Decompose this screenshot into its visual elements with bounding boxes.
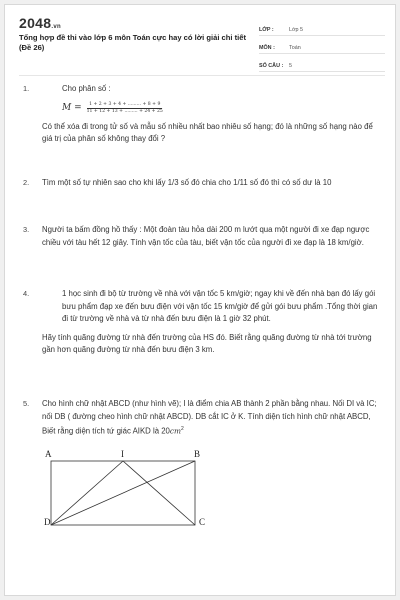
question-text-main: Cho hình chữ nhật ABCD (như hình vẽ); I là điểm chia AB thành 2 phần bằng nhau. Nối DI và IC; nối DB ( đường cheo hình chữ nhật ABCD). DB cắt IC ở K. Tính diện tích hình chữ nhật ABCD, Biết rằng diện tích tứ giác AIKD là 20 (42, 399, 377, 436)
question-number: 5. (23, 399, 30, 408)
label-d: D (44, 517, 51, 527)
label-b: B (194, 449, 201, 459)
label-a: A (45, 449, 52, 459)
meta-value: 5 (289, 63, 292, 69)
question-number: 2. (23, 178, 30, 187)
question-number: 4. (23, 289, 30, 298)
meta-info (259, 21, 385, 75)
fraction (85, 102, 165, 115)
fraction-numerator: 1 + 2 + 3 + 4 + ......... + 8 + 9 (89, 101, 161, 107)
question-text-2: Hãy tính quãng đường từ nhà đến trường của HS đó. Biết rằng quãng đường từ nhà tới trường gần hơn quãng đường từ nhà đến bưu điện 3 km. (42, 332, 372, 354)
line-ic (123, 461, 195, 525)
meta-value: Toán (289, 45, 301, 51)
line-di (51, 461, 123, 525)
question-text: 1 học sinh đi bộ từ trường về nhà với vận tốc 5 km/giờ; ngay khi về đến nhà bạn đó lấy gói bưu phẩm đạp xe đến bưu điện với vận tốc 15 km/giờ để gửi gói bưu phẩm .Tổng thời gian đi từ trường về nhà và từ nhà đến bưu điện là 1 giờ 32 phút. (62, 289, 378, 323)
rectangle-diagram (41, 451, 221, 535)
meta-label: MÔN : (259, 45, 275, 51)
rectangle-figure (41, 451, 221, 535)
meta-label: SỐ CÂU : (259, 63, 284, 69)
document-header (19, 15, 385, 73)
document-page (4, 4, 396, 596)
formula-lhs: M = (62, 102, 82, 113)
area-unit-power: 2 (181, 426, 184, 432)
logo-suffix: .vn (51, 24, 61, 30)
meta-row-class (259, 21, 385, 36)
label-c: C (199, 517, 206, 527)
label-i: I (121, 449, 124, 459)
question-number: 1. (23, 84, 30, 93)
logo-text: 2048 (19, 15, 52, 31)
question-intro: Cho phân số : (62, 84, 111, 93)
line-db (51, 461, 195, 525)
question-text: Tìm một số tự nhiên sao cho khi lấy 1/3 số đó chia cho 1/11 số đó thì có số dư là 10 (42, 178, 332, 187)
question-text: Người ta bấm đồng hồ thấy : Một đoàn tàu hỏa dài 200 m lướt qua một người đi xe đạp ngược chiều với tàu hết 12 giây. Tính vận tốc của tàu, biết vận tốc của người đi xe đạp là 18 km/giờ. (42, 225, 370, 247)
meta-row-count (259, 57, 385, 72)
fraction-denominator: 11 + 12 + 13 + ......... + 24 + 25 (86, 108, 163, 114)
header-divider (19, 75, 385, 76)
area-unit: cm (169, 426, 182, 436)
fraction-formula (62, 102, 380, 115)
document-title: Tổng hợp đề thi vào lớp 6 môn Toán cực hay có lời giải chi tiết (Đề 26) (19, 33, 247, 52)
meta-value: Lớp 5 (289, 27, 304, 33)
meta-row-subject (259, 39, 385, 54)
question-number: 3. (23, 225, 30, 234)
site-logo[interactable] (19, 15, 61, 31)
question-text (42, 398, 380, 438)
meta-label: LỚP : (259, 27, 274, 33)
question-text: Có thể xóa đi trong tử số và mẫu số nhiều nhất bao nhiêu số hạng; đó là những số hạng nào để giá trị của phân số không thay đổi ? (42, 121, 373, 143)
